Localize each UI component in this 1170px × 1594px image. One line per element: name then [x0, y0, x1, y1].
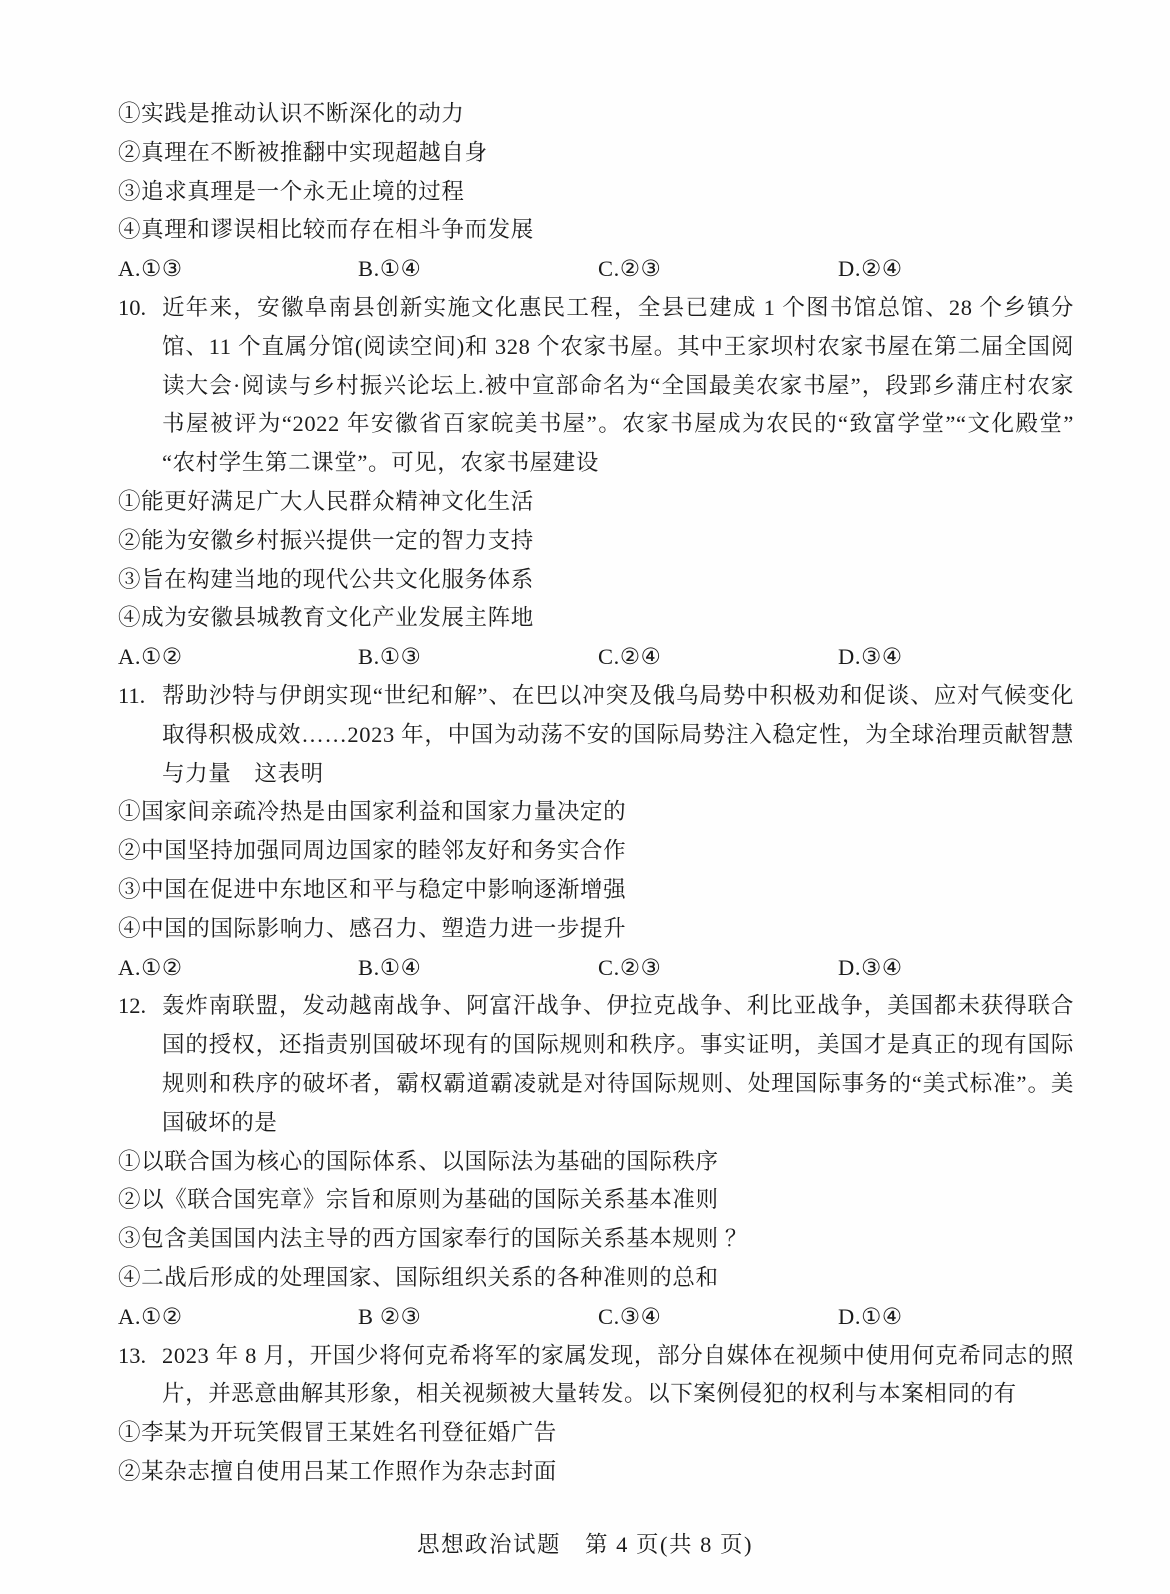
option-line-4: ④成为安徽县城教育文化产业发展主阵地	[118, 605, 534, 631]
question-13	[118, 1337, 1074, 1492]
answer-row	[118, 949, 1074, 988]
question-text: 帮助沙特与伊朗实现“世纪和解”、在巴以冲突及俄乌局势中积极劝和促谈、应对气候变化取得积极成效……2023 年，中国为动荡不安的国际局势注入稳定性，为全球治理贡献智慧与力量 这表明	[162, 682, 1074, 786]
option-line-3: ③中国在促进中东地区和平与稳定中影响逐渐增强	[118, 876, 627, 902]
answer-choice-c: C.②③	[598, 954, 662, 980]
answer-choice-d: D.①④	[838, 1303, 903, 1329]
answer-choice-b: B ②③	[358, 1303, 422, 1329]
exam-content	[118, 95, 1074, 1492]
question-10	[118, 289, 1074, 677]
answer-choice-d: D.③④	[838, 644, 903, 670]
question-stem	[118, 987, 1074, 1142]
answer-choice-c: C.③④	[598, 1303, 662, 1329]
answer-choice-b: B.①③	[358, 644, 422, 670]
option-line-2: ②某杂志擅自使用吕某工作照作为杂志封面	[118, 1458, 557, 1484]
option-line-3: ③包含美国国内法主导的西方国家奉行的国际关系基本规则 ？	[118, 1226, 748, 1252]
question-number: 12.	[118, 993, 147, 1019]
question-stem	[118, 677, 1074, 793]
answer-choice-c: C.②③	[598, 256, 662, 282]
question-text: 轰炸南联盟，发动越南战争、阿富汗战争、伊拉克战争、利比亚战争，美国都未获得联合国的授权，还指责别国破坏现有的国际规则和秩序。事实证明，美国才是真正的现有国际规则和秩序的破坏者，霸权霸道霸凌就是对待国际规则、处理国际事务的“美式标准”。美国破坏的是	[162, 993, 1074, 1135]
question-text: 2023 年 8 月，开国少将何克希将军的家属发现，部分自媒体在视频中使用何克希同志的照片，并恶意曲解其形象，相关视频被大量转发。以下案例侵犯的权利与本案相同的有	[162, 1342, 1074, 1407]
question-9	[118, 95, 1074, 289]
option-line-2: ②能为安徽乡村振兴提供一定的智力支持	[118, 527, 534, 553]
answer-choice-a: A.①②	[118, 954, 183, 980]
question-number: 11.	[118, 682, 146, 708]
option-line-3: ③追求真理是一个永无止境的过程	[118, 178, 465, 204]
answer-choice-b: B.①④	[358, 954, 422, 980]
answer-row	[118, 1298, 1074, 1337]
answer-choice-c: C.②④	[598, 644, 662, 670]
answer-choice-b: B.①④	[358, 256, 422, 282]
question-number: 10.	[118, 294, 147, 320]
option-line-1: ①以联合国为核心的国际体系、以国际法为基础的国际秩序	[118, 1148, 719, 1174]
answer-choice-a: A.①②	[118, 1303, 183, 1329]
answer-choice-a: A.①③	[118, 256, 183, 282]
question-stem	[118, 289, 1074, 483]
question-stem	[118, 1337, 1074, 1415]
question-11	[118, 677, 1074, 987]
answer-row	[118, 638, 1074, 677]
option-line-4: ④中国的国际影响力、感召力、塑造力进一步提升	[118, 915, 627, 941]
option-line-2: ②以《联合国宪章》宗旨和原则为基础的国际关系基本准则	[118, 1187, 719, 1213]
page-footer: 思想政治试题 第 4 页(共 8 页)	[417, 1532, 753, 1557]
option-line-1: ①能更好满足广大人民群众精神文化生活	[118, 488, 534, 514]
option-line-2: ②真理在不断被推翻中实现超越自身	[118, 139, 488, 165]
option-line-3: ③旨在构建当地的现代公共文化服务体系	[118, 566, 534, 592]
option-line-2: ②中国坚持加强同周边国家的睦邻友好和务实合作	[118, 838, 627, 864]
option-line-1: ①实践是推动认识不断深化的动力	[118, 101, 465, 126]
answer-row	[118, 250, 1074, 289]
answer-choice-d: D.③④	[838, 954, 903, 980]
answer-choice-a: A.①②	[118, 644, 183, 670]
option-line-1: ①李某为开玩笑假冒王某姓名刊登征婚广告	[118, 1420, 557, 1446]
option-line-1: ①国家间亲疏冷热是由国家利益和国家力量决定的	[118, 799, 627, 825]
answer-choice-d: D.②④	[838, 256, 903, 282]
question-12	[118, 987, 1074, 1336]
option-line-4: ④真理和谬误相比较而存在相斗争而发展	[118, 217, 534, 243]
option-line-4: ④二战后形成的处理国家、国际组织关系的各种准则的总和	[118, 1264, 719, 1290]
question-text: 近年来，安徽阜南县创新实施文化惠民工程，全县已建成 1 个图书馆总馆、28 个乡镇分馆、11 个直属分馆(阅读空间)和 328 个农家书屋。其中王家坝村农家书屋在第二届全国阅读大会·阅读与乡村振兴论坛上.被中宣部命名为“全国最美农家书屋”，段郢乡蒲庄村农家书屋被评为“2022 年安徽省百家皖美书屋”。农家书屋成为农民的“致富学堂”“文化殿堂”“农村学生第二课堂”。可见，农家书屋建设	[162, 294, 1074, 476]
question-number: 13.	[118, 1342, 147, 1368]
